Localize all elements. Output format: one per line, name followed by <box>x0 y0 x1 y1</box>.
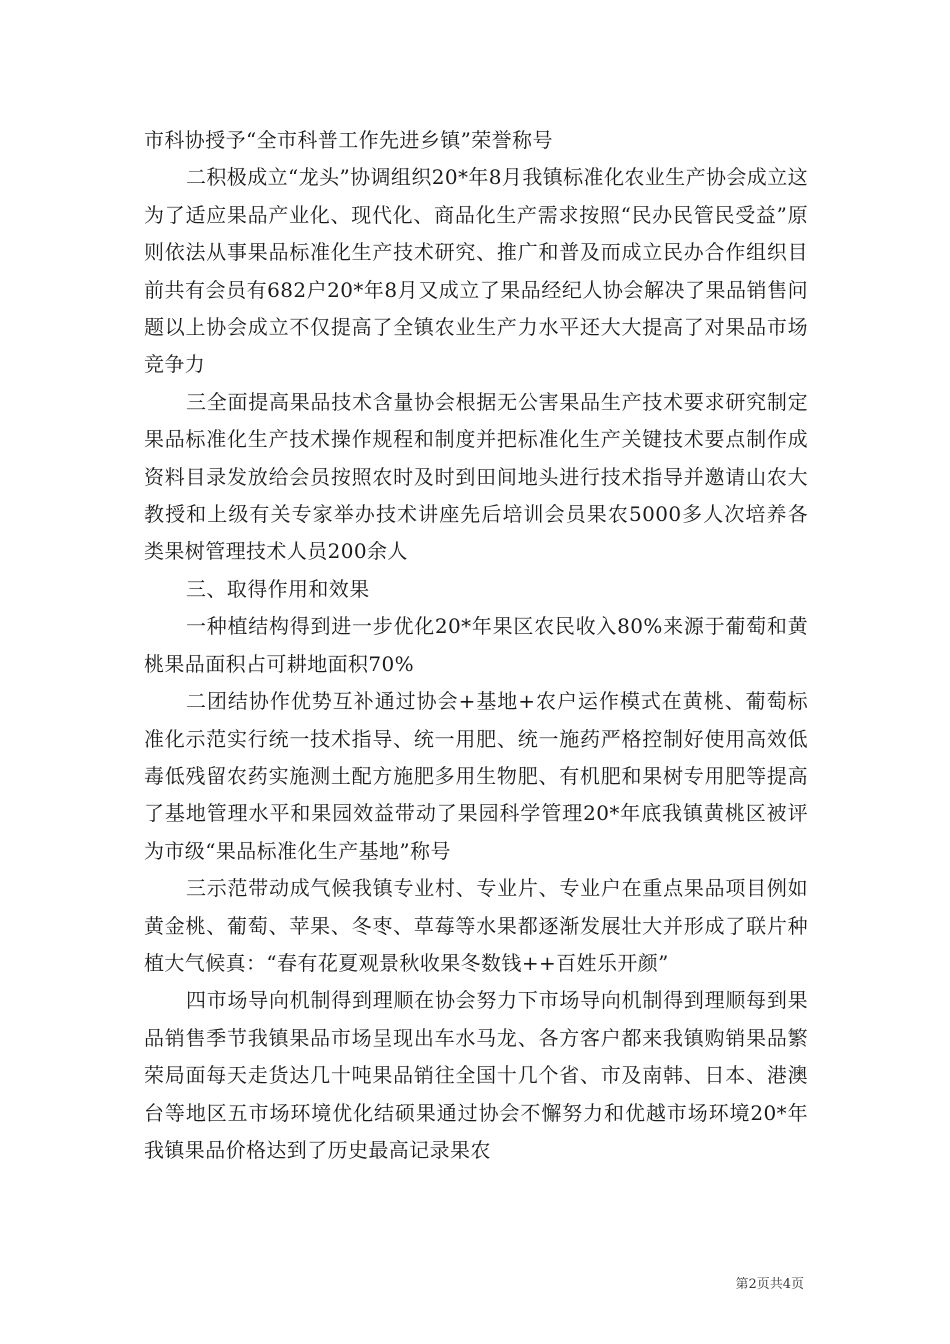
paragraph-leading-organization: 二积极成立“龙头”协调组织20*年8月我镇标准化农业生产协会成立这为了适应果品产业化、现代化、商品化生产需求按照“民办民管民受益”原则依法从事果品标准化生产技术研究、推广和普及而成立民办合作组织目前共有会员有682户20*年8月又成立了果品经纪人协会解决了果品销售问题以上协会成立不仅提高了全镇农业生产力水平还大大提高了对果品市场竞争力 <box>144 165 808 377</box>
page-number-footer: 第2页共4页 <box>735 1277 804 1292</box>
paragraph-cooperation: 二团结协作优势互补通过协会+基地+农户运作模式在黄桃、葡萄标准化示范实行统一技术指导、统一用肥、统一施药严格控制好使用高效低毒低残留农药实施测土配方施肥多用生物肥、有机肥和果树专用肥等提高了基地管理水平和果园效益带动了果园科学管理20*年底我镇黄桃区被评为市级“果品标准化生产基地”称号 <box>144 689 808 863</box>
document-body <box>144 122 808 1169</box>
paragraph-continuation: 市科协授予“全市科普工作先进乡镇”荣誉称号 <box>144 128 553 152</box>
paragraph-technical-content: 三全面提高果品技术含量协会根据无公害果品生产技术要求研究制定果品标准化生产技术操作规程和制度并把标准化生产关键技术要点制作成资料目录发放给会员按照农时及时到田间地头进行技术指导并邀请山农大教授和上级有关专家举办技术讲座先后培训会员果农5000多人次培养各类果树管理技术人员200余人 <box>144 389 808 564</box>
paragraph-market-mechanism: 四市场导向机制得到理顺在协会努力下市场导向机制得到理顺每到果品销售季节我镇果品市场呈现出车水马龙、各方客户都来我镇购销果品繁荣局面每天走货达几十吨果品销往全国十几个省、市及南韩、日本、港澳台等地区五市场环境优化结硕果通过协会不懈努力和优越市场环境20*年我镇果品价格达到了历史最高记录果农 <box>144 988 808 1162</box>
paragraph-demonstration: 三示范带动成气候我镇专业村、专业片、专业户在重点果品项目例如黄金桃、葡萄、苹果、冬枣、草莓等水果都逐渐发展壮大并形成了联片种植大气候真：“春有花夏观景秋收果冬数钱++百姓乐开颜” <box>144 876 808 975</box>
section-heading-results: 三、取得作用和效果 <box>186 576 370 601</box>
paragraph-planting-structure: 一种植结构得到进一步优化20*年果区农民收入80%来源于葡萄和黄桃果品面积占可耕地面积70% <box>144 614 808 676</box>
